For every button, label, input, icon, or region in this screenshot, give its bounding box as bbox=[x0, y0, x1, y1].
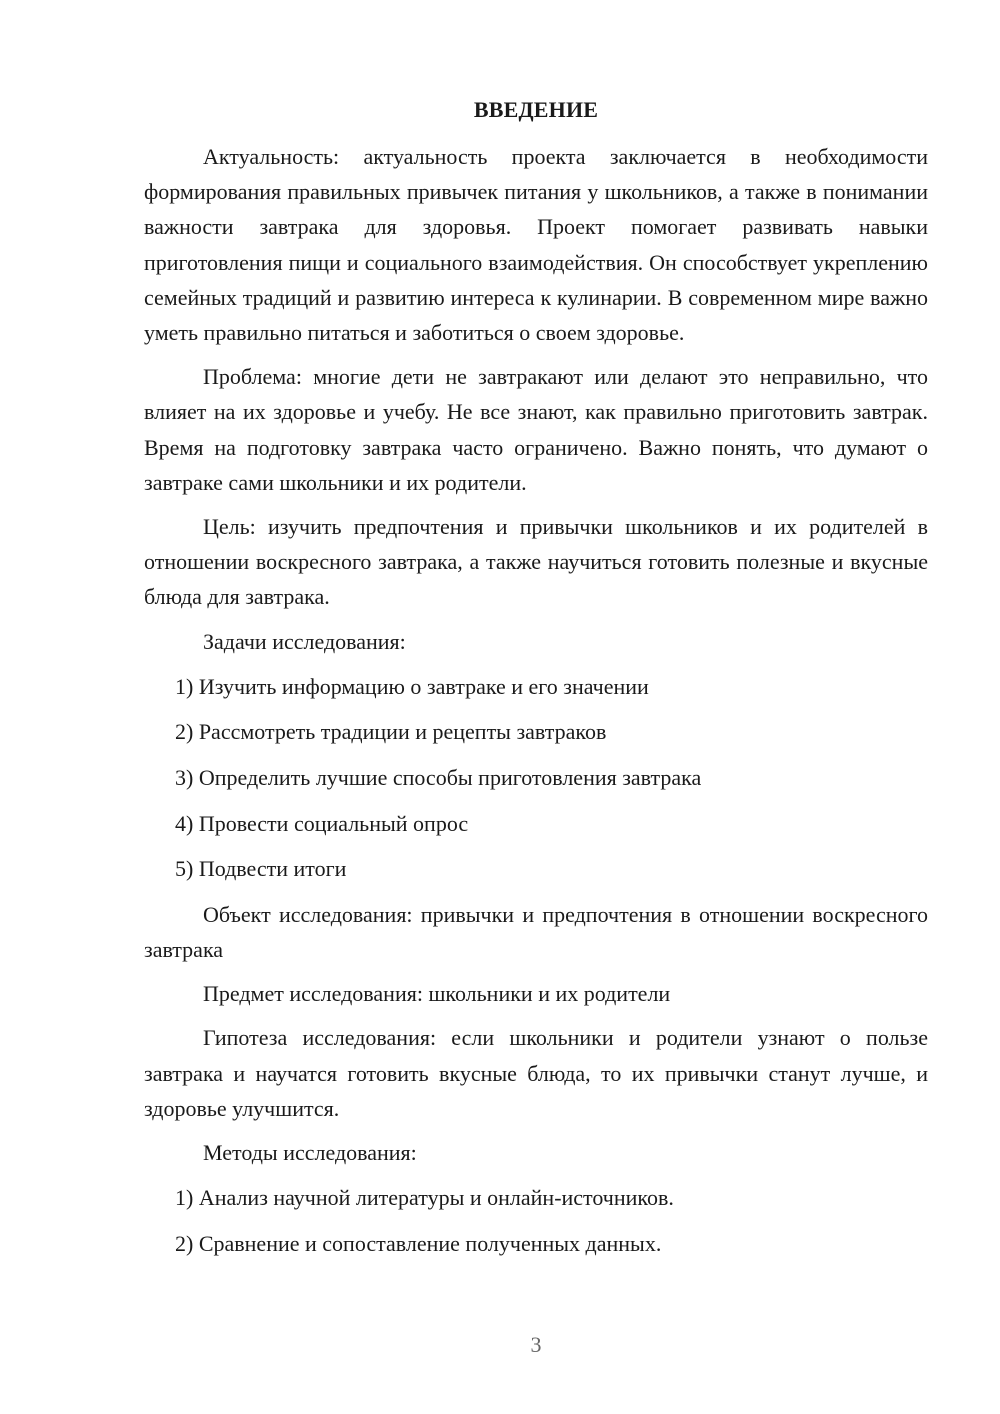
relevance-paragraph: Актуальность: актуальность проекта заключается в необходимости формирования правильных привычек питания у школьников, а также в понимании важности завтрака для здоровья. Проект помогает развивать навыки приготовления пищи и социального взаимодействия. Он способствует укреплению семейных традиций и развитию интереса к кулинарии. В современном мире важно уметь правильно питаться и заботиться о своем здоровье. bbox=[144, 144, 928, 346]
list-item: 2) Рассмотреть традиции и рецепты завтраков bbox=[175, 719, 607, 745]
hypothesis-paragraph: Гипотеза исследования: если школьники и родители узнают о пользе завтрака и научатся готовить вкусные блюда, то их привычки станут лучше, и здоровье улучшится. bbox=[144, 1025, 928, 1121]
tasks-list bbox=[144, 669, 928, 887]
list-item: 1) Изучить информацию о завтраке и его значении bbox=[175, 673, 649, 699]
list-item: 2) Сравнение и сопоставление полученных данных. bbox=[175, 1230, 662, 1256]
list-item: 5) Подвести итоги bbox=[175, 856, 347, 882]
page-number: 3 bbox=[530, 1332, 542, 1357]
object-paragraph: Объект исследования: привычки и предпочтения в отношении воскресного завтрака bbox=[144, 901, 928, 963]
list-item: 3) Определить лучшие способы приготовления завтрака bbox=[175, 765, 702, 791]
methods-heading: Методы исследования: bbox=[203, 1140, 417, 1166]
list-item: 4) Провести социальный опрос bbox=[175, 810, 469, 836]
goal-paragraph: Цель: изучить предпочтения и привычки школьников и их родителей в отношении воскресного завтрака, а также научиться готовить полезные и вкусные блюда для завтрака. bbox=[144, 514, 928, 610]
problem-paragraph: Проблема: многие дети не завтракают или делают это неправильно, что влияет на их здоровье и учебу. Не все знают, как правильно приготовить завтрак. Время на подготовку завтрака часто ограничено. Важно понять, что думают о завтраке сами школьники и их родители. bbox=[144, 364, 928, 495]
list-item: 1) Анализ научной литературы и онлайн-источников. bbox=[175, 1185, 674, 1211]
section-title: ВВЕДЕНИЕ bbox=[473, 97, 599, 122]
tasks-heading: Задачи исследования: bbox=[203, 628, 406, 654]
methods-list bbox=[144, 1180, 928, 1261]
document-page bbox=[144, 92, 928, 1271]
subject-paragraph: Предмет исследования: школьники и их родители bbox=[203, 981, 671, 1007]
